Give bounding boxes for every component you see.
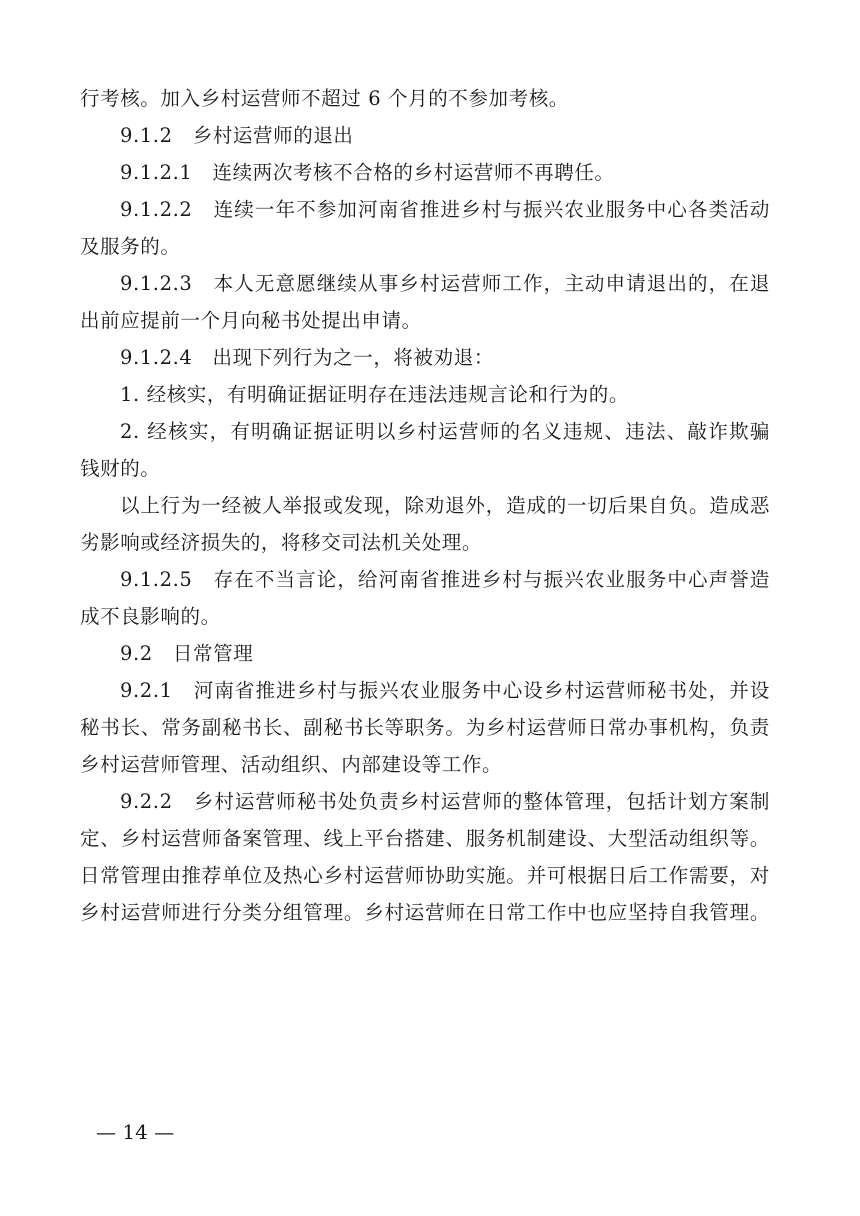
text-line: 以上行为一经被人举报或发现，除劝退外，造成的一切后果自负。造成恶 <box>120 494 770 517</box>
text-line: 2. 经核实，有明确证据证明以乡村运营师的名义违规、违法、敲诈欺骗 <box>120 420 770 443</box>
text-line: 钱财的。 <box>80 457 161 480</box>
text-line: 劣影响或经济损失的，将移交司法机关处理。 <box>80 531 483 554</box>
text-line: 日常管理由推荐单位及热心乡村运营师协助实施。并可根据日后工作需要，对 <box>80 864 770 887</box>
text-line: 成不良影响的。 <box>80 605 221 628</box>
text-line: 9.1.2.3 本人无意愿继续从事乡村运营师工作，主动申请退出的，在退 <box>120 272 770 295</box>
text-line: 9.1.2.4 出现下列行为之一，将被劝退： <box>120 346 494 369</box>
text-line: 乡村运营师管理、活动组织、内部建设等工作。 <box>80 753 503 776</box>
text-line: 9.1.2.5 存在不当言论，给河南省推进乡村与振兴农业服务中心声誉造 <box>120 568 770 591</box>
text-line: 9.2.1 河南省推进乡村与振兴农业服务中心设乡村运营师秘书处，并设 <box>120 679 770 702</box>
text-line: 及服务的。 <box>80 235 181 258</box>
text-line: 秘书长、常务副秘书长、副秘书长等职务。为乡村运营师日常办事机构，负责 <box>80 716 770 739</box>
page-number: — 14 — <box>96 1120 175 1144</box>
text-line: 9.2 日常管理 <box>120 642 254 665</box>
text-line: 出前应提前一个月向秘书处提出申请。 <box>80 309 422 332</box>
text-line: 行考核。加入乡村运营师不超过 6 个月的不参加考核。 <box>80 87 569 110</box>
text-line: 9.1.2.1 连续两次考核不合格的乡村运营师不再聘任。 <box>120 161 615 184</box>
text-line: 9.1.2 乡村运营师的退出 <box>120 124 354 147</box>
text-line: 乡村运营师进行分类分组管理。乡村运营师在日常工作中也应坚持自我管理。 <box>80 901 770 924</box>
text-line: 9.1.2.2 连续一年不参加河南省推进乡村与振兴农业服务中心各类活动 <box>120 198 770 221</box>
text-line: 定、乡村运营师备案管理、线上平台搭建、服务机制建设、大型活动组织等。 <box>80 827 770 850</box>
text-line: 1. 经核实，有明确证据证明存在违法违规言论和行为的。 <box>120 383 630 406</box>
document-body <box>80 80 770 931</box>
text-line: 9.2.2 乡村运营师秘书处负责乡村运营师的整体管理，包括计划方案制 <box>120 790 770 813</box>
